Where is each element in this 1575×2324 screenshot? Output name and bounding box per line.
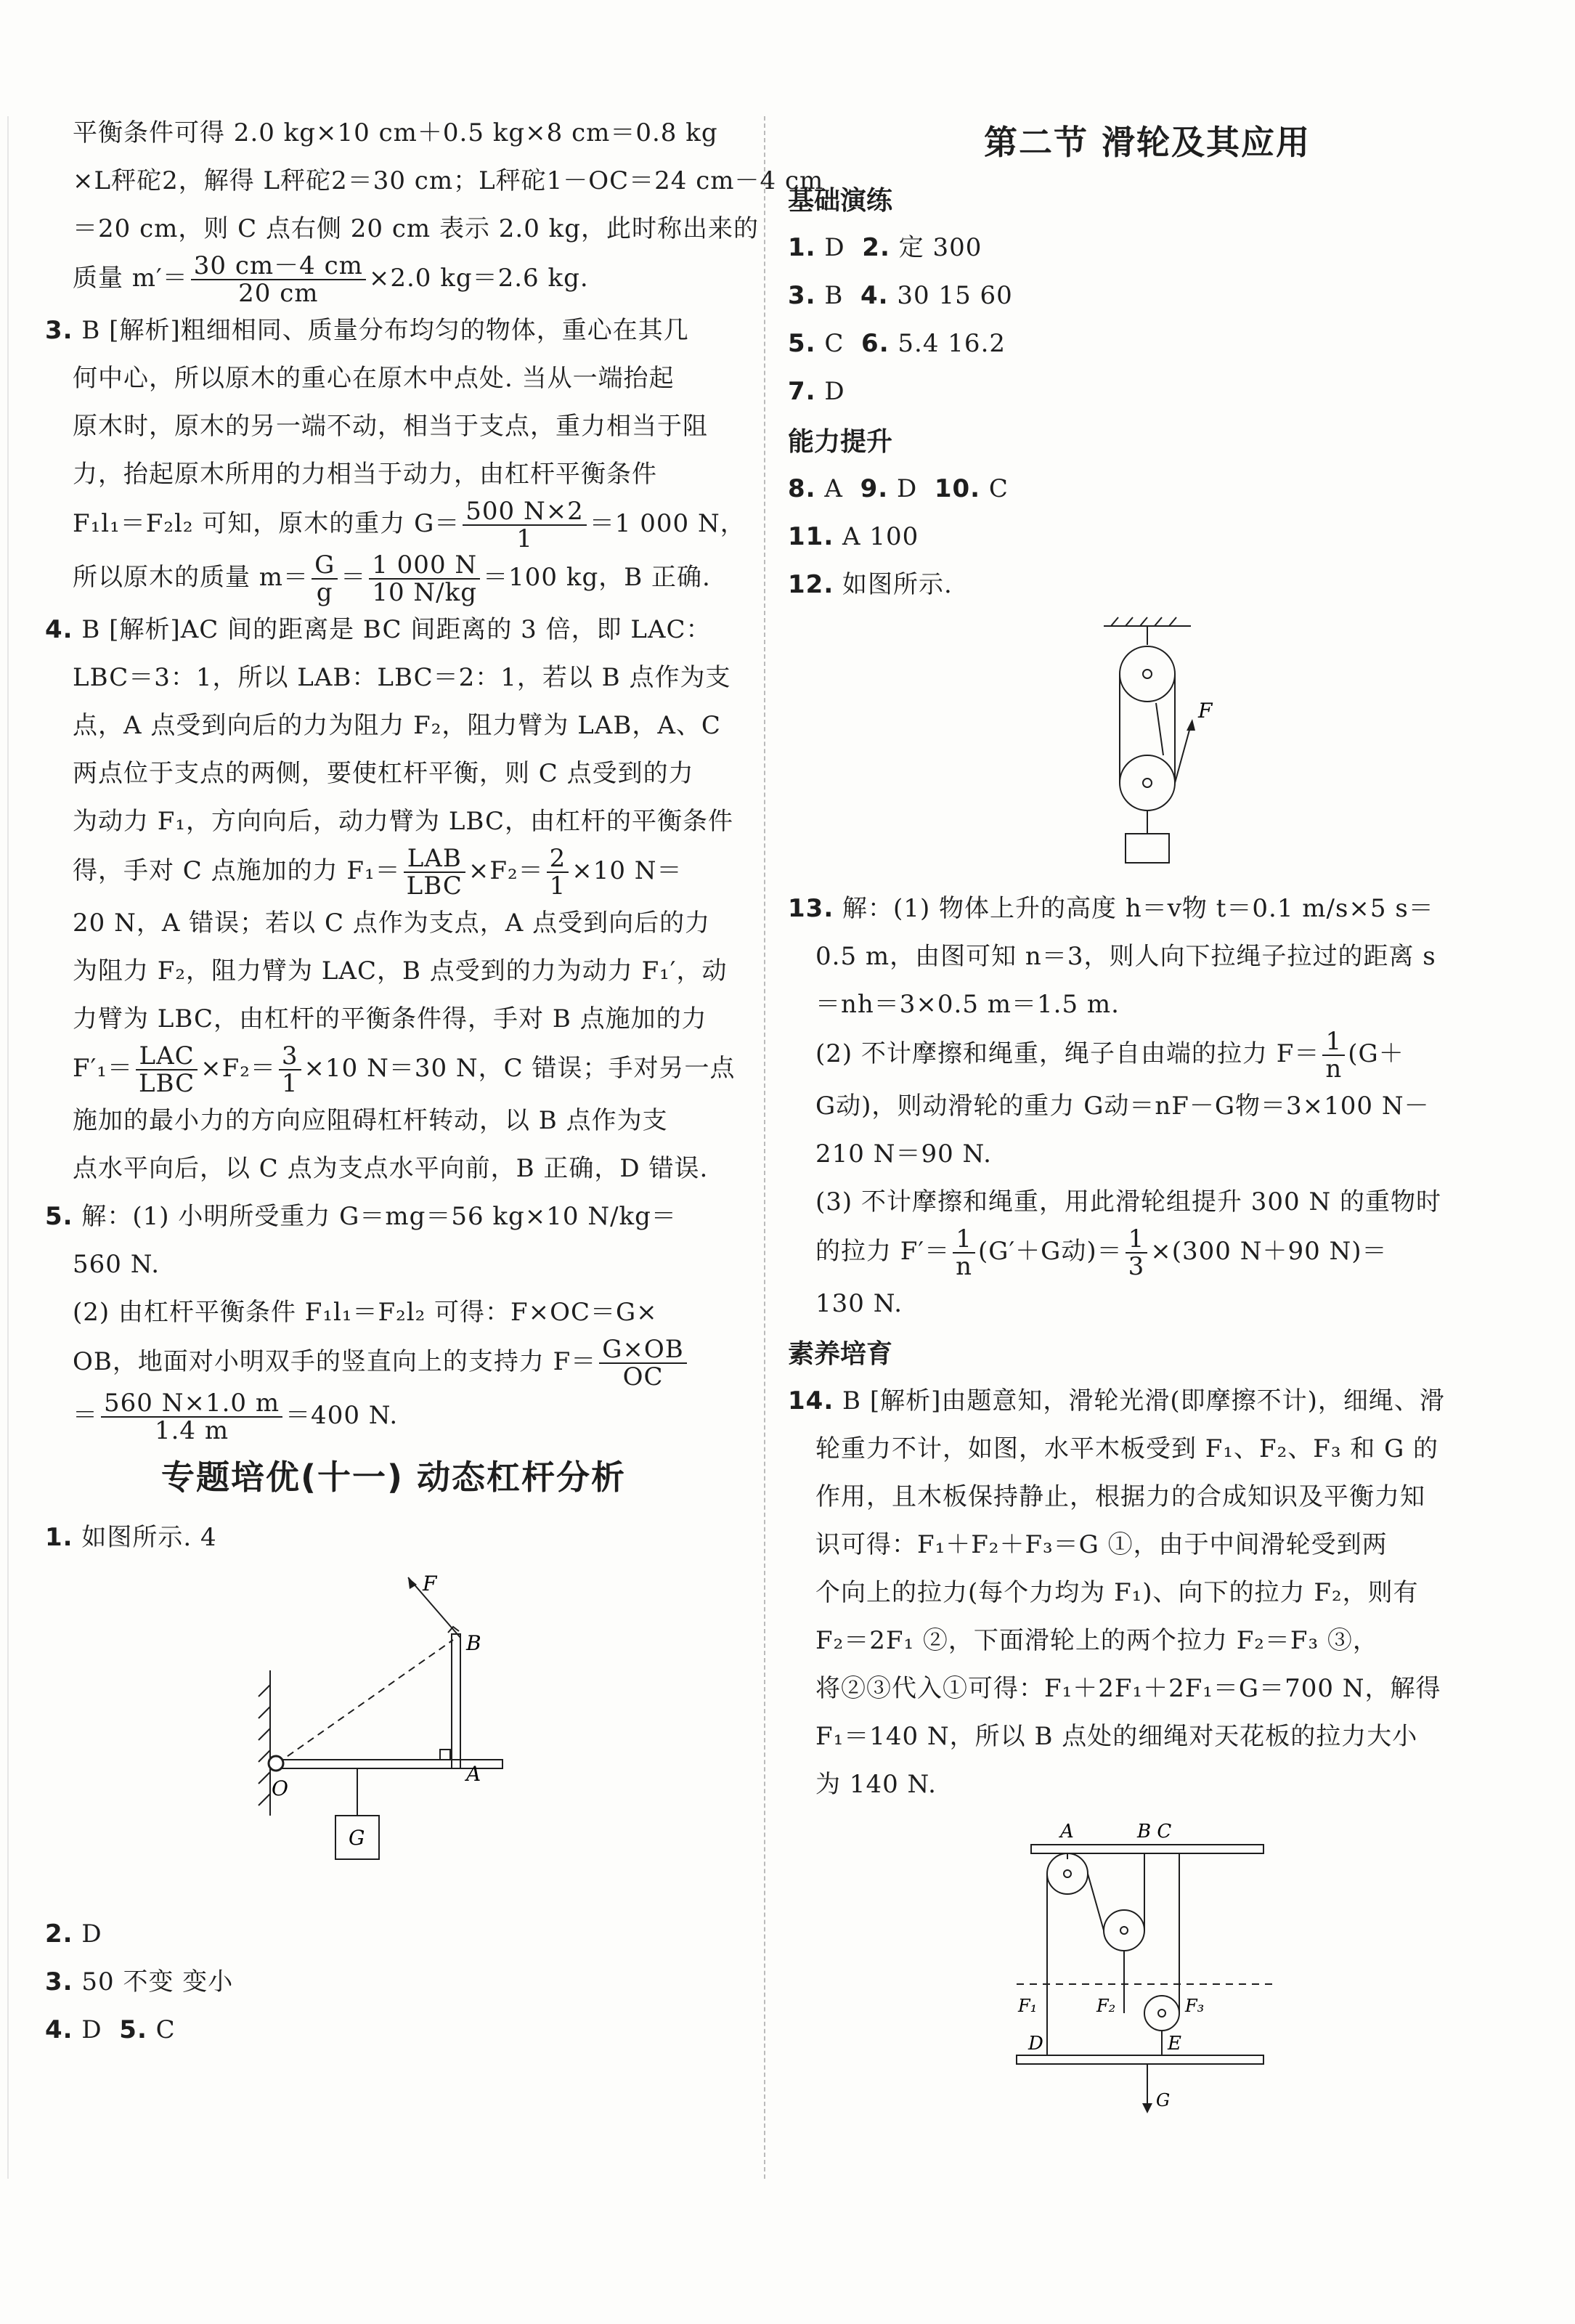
fraction (101, 1390, 282, 1444)
text-line: 点水平向后，以 C 点为支点水平向前，B 正确，D 错误. (73, 1154, 709, 1183)
subsection-literacy: 素养培育 (788, 1339, 893, 1369)
answer-q4 (45, 606, 742, 654)
text-line: F₁＝140 N，所以 B 点处的细绳对天花板的拉力大小 (815, 1722, 1418, 1751)
numerator: G×OB (599, 1336, 687, 1364)
text-line: 解：(1) 物体上升的高度 h＝v物 t＝0.1 m/s×5 s＝ (842, 894, 1434, 923)
text-line: 力臂为 LBC，由杠杆的平衡条件得，手对 B 点施加的力 (73, 1004, 707, 1033)
formula-prefix: 所以原木的质量 m＝ (73, 563, 309, 592)
formula-suffix: ×10 N＝30 N，C 错误；手对另一点 (304, 1054, 736, 1083)
subsection-ability: 能力提升 (788, 427, 893, 457)
rope-a-middle (1088, 1874, 1104, 1930)
formula-prefix: ＝ (73, 1401, 98, 1430)
fraction (463, 498, 587, 552)
load-block (1126, 834, 1169, 863)
label-b: B (466, 1631, 481, 1655)
answer-text: 50 不变 变小 (81, 1967, 234, 1996)
question-number: 9. (860, 474, 889, 503)
text-line: 130 N. (815, 1289, 903, 1318)
numerator: 1 (1322, 1028, 1345, 1056)
answer-text: A (824, 474, 843, 503)
question-number: 8. (788, 474, 816, 503)
wall-hatch (259, 1685, 270, 1697)
ceiling-hatch (1169, 617, 1176, 626)
denominator: 1 (516, 524, 533, 553)
numerator: 1 (953, 1226, 975, 1254)
fraction (369, 552, 480, 606)
question-number: 4. (45, 615, 73, 644)
formula-line (788, 1028, 1507, 1082)
formula-line (45, 552, 742, 606)
formula-line (45, 1390, 742, 1444)
denominator: 10 N/kg (372, 578, 478, 607)
answer-line (788, 561, 1507, 609)
right-angle-mark (440, 1750, 450, 1760)
text-line: 平衡条件可得 2.0 kg×10 cm＋0.5 kg×8 cm＝0.8 kg (73, 118, 718, 147)
movable-pulley (1120, 755, 1175, 810)
fraction (191, 253, 366, 306)
section-title: 第二节 滑轮及其应用 (983, 123, 1311, 162)
formula-line (45, 497, 746, 553)
formula-prefix: 质量 m′＝ (73, 264, 188, 293)
answer-text: C (988, 474, 1009, 503)
fixed-pulley (1120, 646, 1175, 702)
arrow-head (408, 1577, 417, 1589)
text-line: B [解析]由题意知，滑轮光滑(即摩擦不计)，细绳、滑 (842, 1386, 1445, 1415)
ceiling-board (1031, 1845, 1263, 1853)
subsection-basic: 基础演练 (788, 186, 893, 216)
text-line: 0.5 m，由图可知 n＝3，则人向下拉绳子拉过的距离 s (815, 942, 1436, 971)
formula-mid: ×F₂＝ (468, 856, 544, 885)
formula-line (788, 1226, 1507, 1280)
label-f: F (1198, 699, 1213, 723)
label-d: D (1028, 2033, 1043, 2055)
label-f2: F₂ (1096, 1996, 1116, 2016)
fraction (404, 845, 465, 899)
answer-q14 (788, 1377, 1507, 1425)
text-line: 施加的最小力的方向应阻碍杠杆转动，以 B 点作为支 (73, 1106, 668, 1135)
text-line: 560 N. (73, 1250, 160, 1279)
formula-prefix: 得，手对 C 点施加的力 F₁＝ (73, 856, 401, 885)
question-number: 6. (861, 329, 890, 358)
pulley-a (1047, 1853, 1088, 1894)
formula-prefix: OB，地面对小明双手的竖直向上的支持力 F＝ (73, 1347, 597, 1376)
formula-line (45, 1043, 742, 1097)
answer-line (788, 367, 1507, 415)
text-line: 个向上的拉力(每个力均为 F₁)、向下的拉力 F₂，则有 (815, 1578, 1419, 1607)
question-number: 2. (45, 1919, 73, 1949)
answer-text: 如图所示. 4 (81, 1523, 217, 1552)
text-line: 力，抬起原木所用的力相当于动力，由杠杆平衡条件 (73, 460, 657, 489)
answer-line (788, 513, 1507, 561)
answer-text: D (81, 2015, 102, 2044)
fraction (312, 552, 338, 606)
fraction (136, 1043, 198, 1097)
text-line: 识可得：F₁＋F₂＋F₃＝G ①，由于中间滑轮受到两 (815, 1530, 1388, 1559)
answer-text: A 100 (842, 522, 919, 551)
question-number: 5. (788, 329, 816, 358)
ceiling-hatch (1155, 617, 1162, 626)
page-edge-line (7, 116, 9, 2179)
question-number: 11. (788, 522, 834, 551)
formula-line (45, 1336, 742, 1390)
formula-suffix: (G＋ (1348, 1039, 1404, 1068)
answer-text: 定 300 (898, 233, 982, 262)
text-line: 原木时，原木的另一端不动，相当于支点，重力相当于阻 (73, 412, 708, 441)
formula-mid: ×F₂＝ (200, 1054, 276, 1083)
wooden-board (1017, 2055, 1263, 2064)
text-line: G动)，则动滑轮的重力 G动＝nF－G物＝3×100 N－ (815, 1092, 1430, 1121)
text-line: B [解析]AC 间的距离是 BC 间距离的 3 倍，即 LAC： (81, 615, 712, 644)
pulley-a-axle (1064, 1870, 1071, 1877)
wall-hatch (259, 1707, 270, 1718)
lever-diagram (227, 1569, 561, 1903)
rope-free-end (1175, 725, 1191, 783)
text-line: LBC＝3：1，所以 LAB：LBC＝2：1，若以 B 点作为支 (73, 663, 731, 692)
numerator: LAC (136, 1043, 198, 1070)
label-g: G (349, 1826, 365, 1850)
formula-mid: (G′＋G动)＝ (978, 1237, 1123, 1266)
question-number: 7. (788, 377, 816, 406)
text-line: ＝20 cm，则 C 点右侧 20 cm 表示 2.0 kg，此时称出来的 (73, 214, 760, 243)
answer-line (788, 272, 1507, 320)
question-number: 3. (788, 281, 816, 310)
denominator: OC (622, 1362, 664, 1391)
answer-text: D (81, 1919, 102, 1949)
denominator: 1 (549, 871, 566, 901)
label-a: A (466, 1762, 481, 1786)
text-line: (3) 不计摩擦和绳重，用此滑轮组提升 300 N 的重物时 (815, 1187, 1442, 1216)
label-f1: F₁ (1018, 1996, 1038, 2016)
text-line: 两点位于支点的两侧，要使杠杆平衡，则 C 点受到的力 (73, 759, 694, 788)
numerator: 500 N×2 (463, 498, 587, 526)
question-number: 4. (860, 281, 889, 310)
answer-text: C (155, 2015, 176, 2044)
pulley-middle-axle (1120, 1927, 1128, 1934)
wall-hatch (259, 1772, 270, 1784)
question-number: 12. (788, 570, 834, 599)
text-line: 轮重力不计，如图，水平木板受到 F₁、F₂、F₃ 和 G 的 (815, 1434, 1439, 1463)
label-f: F (423, 1572, 437, 1596)
formula-prefix: F₁l₁＝F₂l₂ 可知，原木的重力 G＝ (73, 509, 460, 538)
fraction (1126, 1226, 1148, 1280)
formula-prefix: (2) 不计摩擦和绳重，绳子自由端的拉力 F＝ (815, 1039, 1320, 1068)
text-line: 何中心，所以原木的重心在原木中点处. 当从一端抬起 (73, 364, 675, 393)
denominator: 3 (1128, 1252, 1145, 1281)
lever-arm-dashed (277, 1640, 453, 1763)
denominator: 20 cm (238, 279, 319, 308)
pulley-e (1144, 1996, 1179, 2031)
denominator: g (316, 578, 333, 607)
question-number: 14. (788, 1386, 834, 1415)
right-column (788, 109, 1507, 2128)
fraction (1322, 1028, 1345, 1082)
text-line: (2) 由杠杆平衡条件 F₁l₁＝F₂l₂ 可得：F×OC＝G× (73, 1298, 658, 1327)
answer-q13 (788, 885, 1507, 933)
topic-answer-3 (45, 1958, 742, 2006)
label-f3: F₃ (1185, 1996, 1205, 2016)
pulley-diagram (1075, 616, 1220, 877)
topic-title: 专题培优(十一) 动态杠杆分析 (160, 1458, 627, 1497)
formula-line (45, 845, 742, 899)
text-line: 点，A 点受到向后的力为阻力 F₂，阻力臂为 LAB，A、C (73, 711, 721, 740)
pulley-middle (1104, 1910, 1144, 1951)
question-number: 2. (862, 233, 890, 262)
answer-line (788, 224, 1507, 272)
question-number: 4. (45, 2015, 73, 2044)
text-line: ×L秤砣2，解得 L秤砣2＝30 cm；L秤砣1－OC＝24 cm－4 cm (73, 166, 824, 195)
numerator: 3 (279, 1043, 301, 1070)
topic-answer-1 (45, 1514, 742, 1561)
question-number: 13. (788, 894, 834, 923)
answer-text: 30 15 60 (897, 281, 1013, 310)
denominator: 1.4 m (154, 1416, 229, 1445)
text-line: ＝nh＝3×0.5 m＝1.5 m. (815, 990, 1120, 1019)
denominator: 1 (281, 1069, 298, 1098)
text-line: 为 140 N. (815, 1770, 937, 1799)
question-number: 5. (45, 1202, 73, 1231)
text-line: 将②③代入①可得：F₁＋2F₁＋2F₁＝G＝700 N，解得 (815, 1674, 1441, 1703)
answer-q3 (45, 306, 742, 354)
text-line: F₂＝2F₁ ②，下面滑轮上的两个拉力 F₂＝F₃ ③， (815, 1626, 1378, 1655)
pivot-o (269, 1756, 283, 1771)
question-number: 1. (788, 233, 816, 262)
column-divider (764, 116, 765, 2179)
formula-line (45, 253, 742, 306)
question-number: 3. (45, 1967, 73, 1996)
formula-prefix: F′₁＝ (73, 1054, 133, 1083)
label-a: A (1060, 1821, 1074, 1842)
text-line: 解：(1) 小明所受重力 G＝mg＝56 kg×10 N/kg＝ (81, 1202, 677, 1231)
denominator: LBC (138, 1069, 195, 1098)
fraction (279, 1043, 301, 1097)
label-g: G (1156, 2090, 1171, 2110)
topic-answer-2 (45, 1910, 742, 1958)
pulley-e-axle (1158, 2010, 1165, 2017)
text-line: 210 N＝90 N. (815, 1139, 992, 1169)
rope-middle (1156, 703, 1163, 755)
answer-line (788, 465, 1507, 513)
formula-suffix: ×2.0 kg＝2.6 kg. (368, 264, 589, 293)
formula-suffix: ＝1 000 N， (589, 509, 746, 538)
arrow-head (1187, 719, 1195, 731)
fraction (547, 845, 569, 899)
answer-text: 如图所示. (842, 570, 953, 599)
fraction (953, 1226, 975, 1280)
text-line: 作用，且木板保持静止，根据力的合成知识及平衡力知 (815, 1482, 1425, 1511)
text-line: B [解析]粗细相同、质量分布均匀的物体，重心在其几 (81, 316, 689, 345)
ceiling-hatch (1126, 617, 1133, 626)
numerator: G (312, 552, 338, 580)
denominator: LBC (406, 871, 463, 901)
wall-hatch (259, 1794, 270, 1805)
formula-suffix: ＝100 kg，B 正确. (483, 563, 711, 592)
answer-text: D (896, 474, 918, 503)
wall-hatch (259, 1728, 270, 1740)
formula-suffix: ×10 N＝ (571, 856, 683, 885)
numerator: 30 cm－4 cm (191, 253, 366, 280)
answer-text: B (824, 281, 844, 310)
question-number: 10. (934, 474, 981, 503)
text-line: 20 N，A 错误；若以 C 点作为支点，A 点受到向后的力 (73, 909, 711, 938)
formula-suffix: ＝400 N. (285, 1401, 399, 1430)
fraction (599, 1336, 687, 1390)
text-line: 为动力 F₁，方向向后，动力臂为 LBC，由杠杆的平衡条件 (73, 807, 734, 836)
text-line: 为阻力 F₂，阻力臂为 LAC，B 点受到的力为动力 F₁′，动 (73, 956, 728, 986)
movable-pulley-axle (1143, 779, 1152, 787)
formula-mid: ＝ (341, 563, 367, 592)
numerator: 1 (1126, 1226, 1148, 1254)
answer-text: C (824, 329, 845, 358)
ceiling-hatch (1140, 617, 1147, 626)
numerator: 2 (547, 845, 569, 873)
numerator: 560 N×1.0 m (101, 1390, 282, 1418)
label-o: O (272, 1776, 288, 1800)
pulley-board-diagram (1002, 1816, 1293, 2121)
formula-suffix: ×(300 N＋90 N)＝ (1150, 1237, 1388, 1266)
answer-q5 (45, 1193, 742, 1240)
topic-answer-4-5 (45, 2006, 742, 2054)
answer-line (788, 320, 1507, 367)
question-number: 1. (45, 1523, 73, 1552)
formula-prefix: 的拉力 F′＝ (815, 1237, 951, 1266)
lever-vertical-arm (452, 1634, 460, 1768)
ceiling-hatch (1111, 617, 1118, 626)
fixed-pulley-axle (1143, 670, 1152, 678)
denominator: n (956, 1252, 973, 1281)
question-number: 3. (45, 316, 73, 345)
label-e: E (1168, 2033, 1181, 2055)
numerator: 1 000 N (369, 552, 480, 580)
answer-text: 5.4 16.2 (898, 329, 1006, 358)
numerator: LAB (404, 845, 465, 873)
answer-text: D (824, 233, 845, 262)
question-number: 5. (119, 2015, 147, 2044)
answer-text: D (824, 377, 845, 406)
arrow-head (1142, 2103, 1152, 2113)
label-bc: B C (1137, 1821, 1172, 1842)
denominator: n (1325, 1055, 1343, 1084)
